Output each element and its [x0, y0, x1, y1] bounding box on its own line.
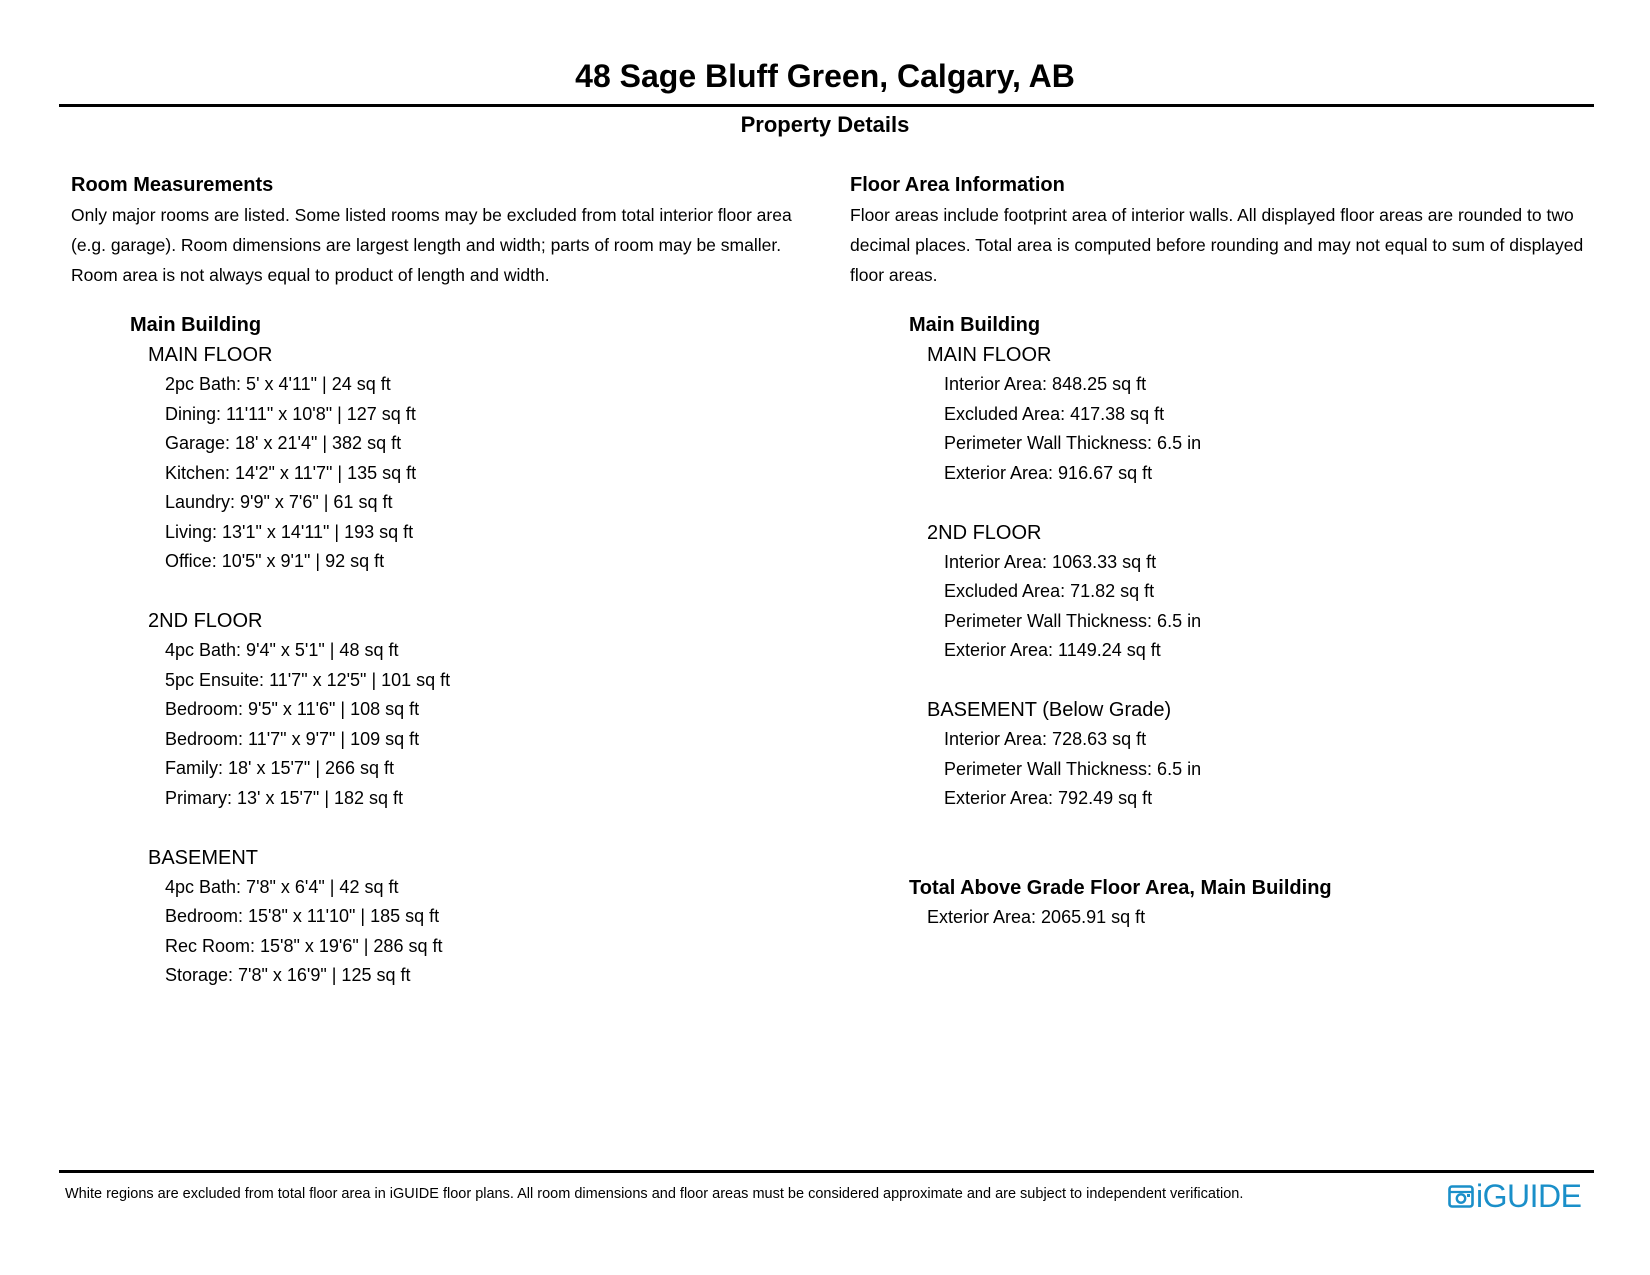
room-measurements-heading: Room Measurements — [71, 174, 274, 196]
floor-area-section — [850, 170, 1630, 932]
area-row: Perimeter Wall Thickness: 6.5 in — [944, 610, 1202, 631]
area-row: Excluded Area: 71.82 sq ft — [944, 581, 1155, 601]
area-row: Excluded Area: 417.38 sq ft — [944, 403, 1165, 424]
room-row: Bedroom: 11'7" x 9'7" | 109 sq ft — [165, 728, 420, 749]
floor-area-building — [909, 310, 1630, 873]
room-row: Bedroom: 9'5" x 11'6" | 108 sq ft — [165, 699, 420, 719]
room-row: Kitchen: 14'2" x 11'7" | 135 sq ft — [165, 462, 417, 483]
room-row: Living: 13'1" x 14'11" | 193 sq ft — [165, 521, 414, 542]
room-row: 4pc Bath: 9'4" x 5'1" | 48 sq ft — [165, 640, 399, 660]
area-row: Perimeter Wall Thickness: 6.5 in — [944, 758, 1202, 779]
floor-name: 2ND FLOOR — [148, 610, 263, 632]
page-subtitle: Property Details — [740, 112, 910, 137]
area-row: Interior Area: 848.25 sq ft — [944, 374, 1147, 394]
floor-name: BASEMENT (Below Grade) — [927, 699, 1172, 721]
title-divider — [59, 104, 1594, 107]
building-heading: Main Building — [130, 314, 262, 336]
floor-name: MAIN FLOOR — [927, 344, 1052, 366]
room-row: Bedroom: 15'8" x 11'10" | 185 sq ft — [165, 906, 440, 926]
room-row: Rec Room: 15'8" x 19'6" | 286 sq ft — [165, 935, 443, 956]
footer-disclaimer: White regions are excluded from total floor area in iGUIDE floor plans. All room dimensions and floor areas must be considered approximate and are subject to independent verification. — [65, 1186, 1244, 1202]
area-row: Perimeter Wall Thickness: 6.5 in — [944, 433, 1202, 453]
room-row: Dining: 11'11" x 10'8" | 127 sq ft — [165, 403, 416, 424]
area-row: Interior Area: 1063.33 sq ft — [944, 551, 1157, 572]
room-measurements-building — [130, 310, 851, 991]
floor-name: 2ND FLOOR — [927, 521, 1042, 544]
room-row: Primary: 13' x 15'7" | 182 sq ft — [165, 787, 404, 808]
total-area-block — [909, 873, 1630, 933]
building-heading: Main Building — [909, 314, 1041, 336]
floor-block-2nd — [148, 606, 851, 813]
room-measurements-section — [71, 170, 851, 991]
room-measurements-intro: Only major rooms are listed. Some listed rooms may be excluded from total interior floor area (e.g. garage). Room dimensions are largest length and width; parts of room may be smaller. Room area is not always equal to product of length and width. — [71, 205, 792, 285]
room-row: Storage: 7'8" x 16'9" | 125 sq ft — [165, 965, 411, 985]
area-row: Exterior Area: 1149.24 sq ft — [944, 640, 1161, 660]
total-area-heading: Total Above Grade Floor Area, Main Building — [909, 876, 1332, 899]
room-row: 5pc Ensuite: 11'7" x 12'5" | 101 sq ft — [165, 669, 451, 690]
floor-block-basement — [148, 843, 851, 991]
footer-divider — [59, 1170, 1594, 1173]
camera-icon — [1448, 1183, 1474, 1209]
area-row: Exterior Area: 916.67 sq ft — [944, 462, 1153, 483]
area-row: Exterior Area: 792.49 sq ft — [944, 788, 1153, 808]
floor-area-intro: Floor areas include footprint area of interior walls. All displayed floor areas are rounded to two decimal places. Total area is computed before rounding and may not equal to sum of displayed floor areas. — [850, 205, 1584, 285]
logo-text: iGUIDE — [1476, 1178, 1582, 1214]
area-row: Interior Area: 728.63 sq ft — [944, 729, 1147, 749]
room-row: Family: 18' x 15'7" | 266 sq ft — [165, 758, 395, 778]
total-area-value: Exterior Area: 2065.91 sq ft — [927, 906, 1146, 927]
area-block-basement — [927, 695, 1630, 814]
room-row: 4pc Bath: 7'8" x 6'4" | 42 sq ft — [165, 876, 399, 897]
area-block-2nd — [927, 518, 1630, 666]
room-row: Garage: 18' x 21'4" | 382 sq ft — [165, 433, 402, 453]
floor-name: MAIN FLOOR — [148, 344, 273, 366]
room-row: Office: 10'5" x 9'1" | 92 sq ft — [165, 551, 385, 571]
page-title: 48 Sage Bluff Green, Calgary, AB — [575, 58, 1075, 94]
iguide-logo — [1448, 1176, 1581, 1216]
floor-block-main — [148, 340, 851, 577]
room-row: Laundry: 9'9" x 7'6" | 61 sq ft — [165, 492, 393, 512]
floor-area-heading: Floor Area Information — [850, 174, 1065, 196]
room-row: 2pc Bath: 5' x 4'11" | 24 sq ft — [165, 374, 391, 394]
floor-name: BASEMENT — [148, 846, 259, 869]
area-block-main — [927, 340, 1630, 488]
